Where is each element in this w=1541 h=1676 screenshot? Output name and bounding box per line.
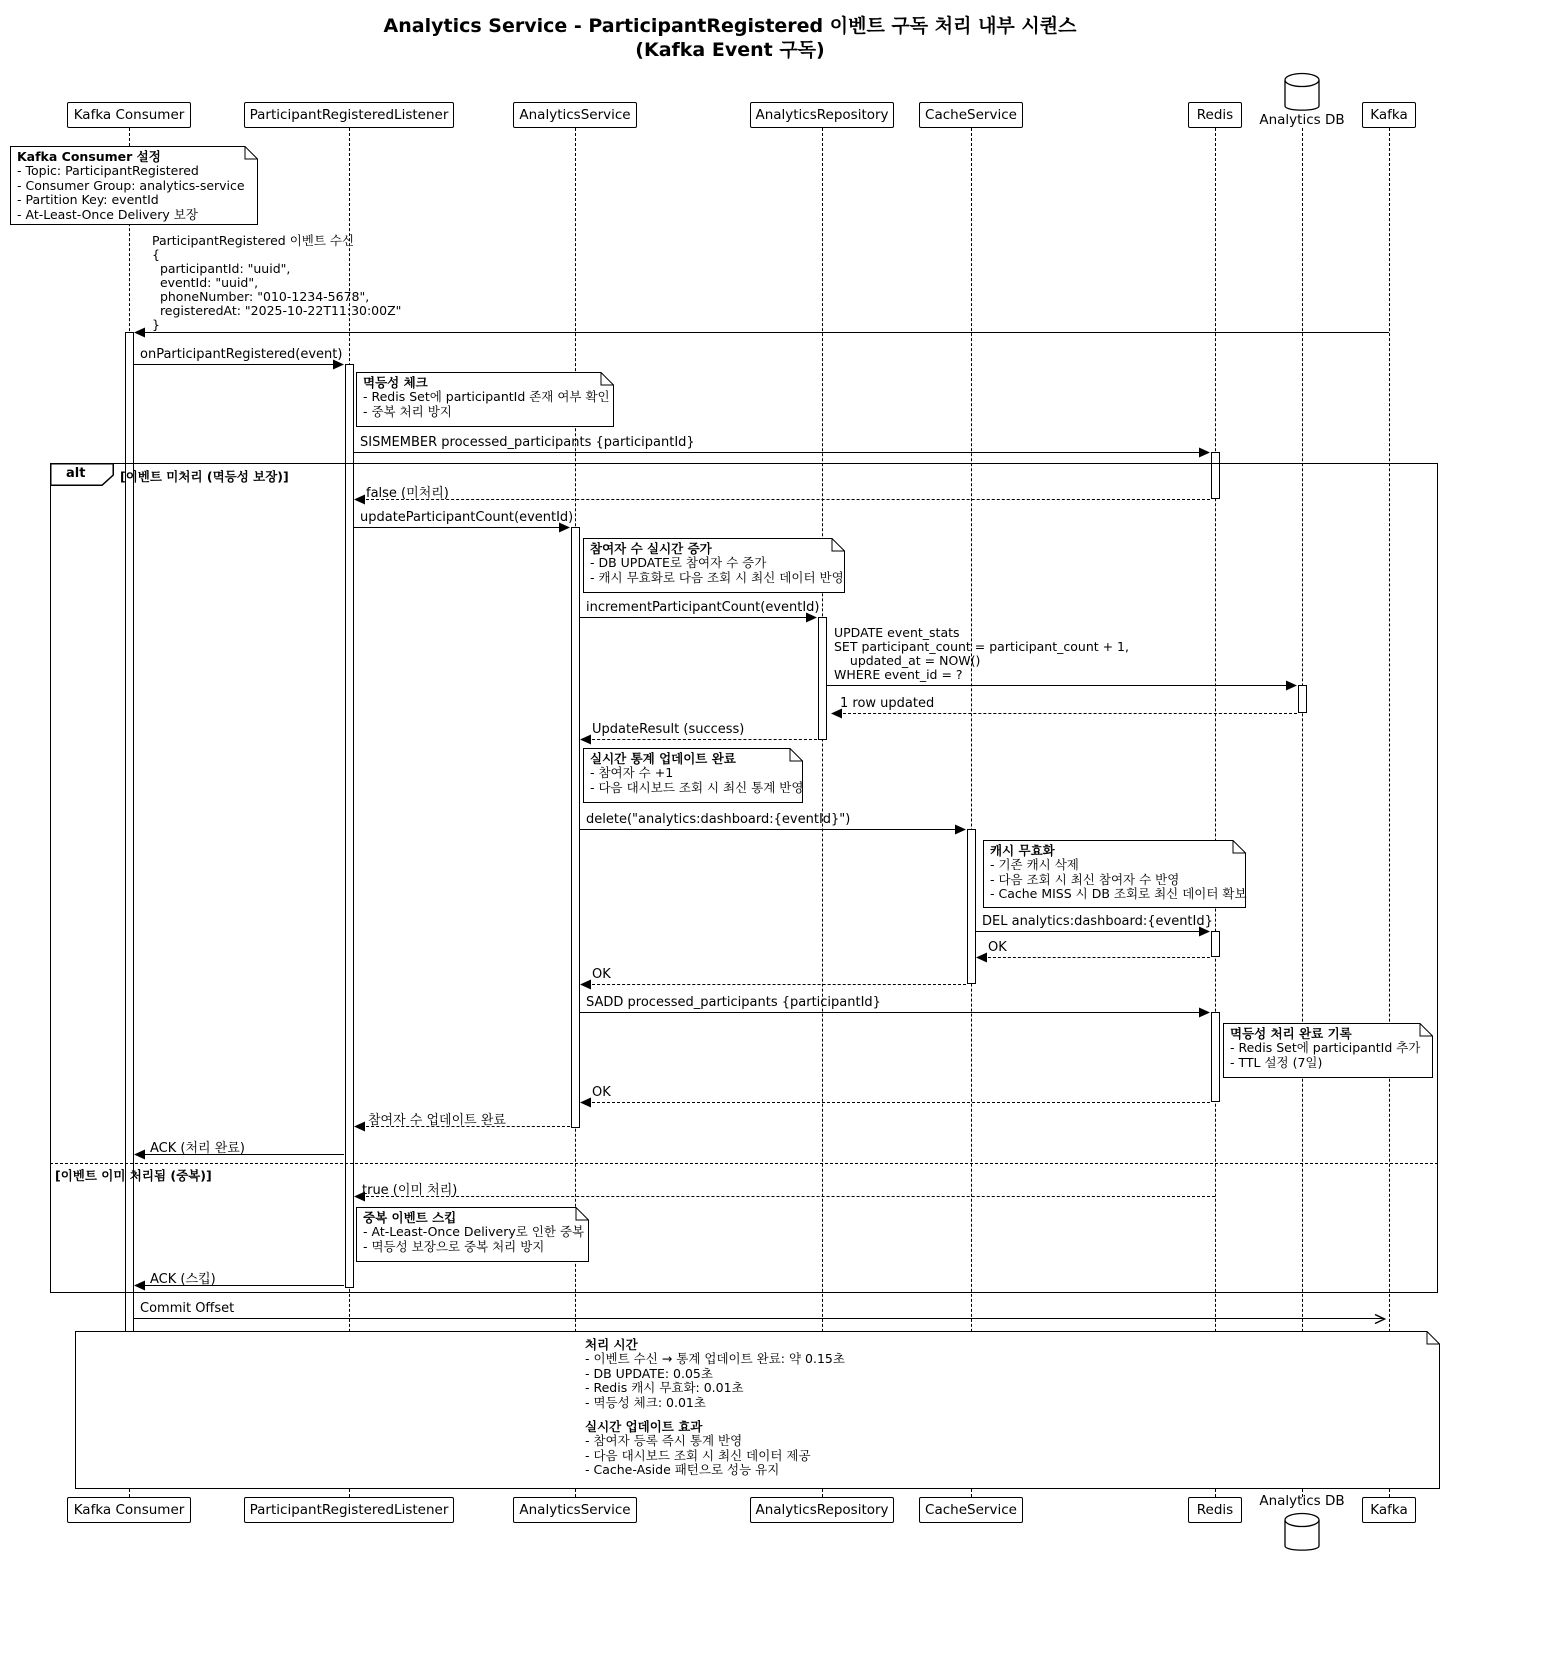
message-increment-participant-count-label: incrementParticipantCount(eventId) — [586, 600, 820, 615]
note-idempotency-record-title: 멱등성 처리 완료 기록 — [1230, 1026, 1352, 1041]
participant-cacheservice-top: CacheService — [919, 102, 1023, 128]
sadd-arrow-icon — [1199, 1007, 1211, 1018]
note-kafka-consumer-config-line-1: - Consumer Group: analytics-service — [17, 177, 245, 193]
message-sismember-line — [354, 452, 1208, 453]
participant-kafka-consumer-bottom: Kafka Consumer — [67, 1497, 191, 1523]
message-redis-del-line — [976, 931, 1208, 932]
message-one-row-updated-label: 1 row updated — [840, 696, 935, 711]
message-ack-skip-label: ACK (스킵) — [150, 1272, 216, 1287]
note-idempotency-record — [1223, 1023, 1433, 1078]
note-realtime-increment-line-1: - 캐시 무효화로 다음 조회 시 최신 데이터 반영 — [590, 569, 844, 585]
update-result-arrow-icon — [579, 734, 591, 745]
participant-redis-top: Redis — [1188, 102, 1242, 128]
participant-redis-bottom: Redis — [1188, 1497, 1242, 1523]
message-false-not-processed-label: false (미처리) — [366, 486, 449, 501]
note-idempotency-check-line-1: - 중복 처리 방지 — [363, 403, 452, 419]
message-sql-update-line-2: updated_at = NOW() — [834, 653, 981, 668]
alt-guard-2: [이벤트 이미 처리됨 (중복)] — [55, 1168, 212, 1183]
diagram-title — [0, 14, 1460, 62]
summary-section-1-line-1: - 다음 대시보드 조회 시 최신 데이터 제공 — [585, 1447, 811, 1463]
sql-update-arrow-icon — [1286, 680, 1298, 691]
participant-kafka-top: Kafka — [1362, 102, 1416, 128]
note-duplicate-event-skip — [356, 1207, 589, 1262]
note-idempotency-record-line-1: - TTL 설정 (7일) — [1230, 1054, 1323, 1070]
message-event-received-line-6: } — [152, 317, 160, 332]
note-stats-update-complete-title: 실시간 통계 업데이트 완료 — [590, 751, 736, 766]
message-one-row-updated-line — [833, 713, 1297, 714]
note-kafka-consumer-config — [10, 146, 258, 225]
note-realtime-increment — [583, 538, 845, 593]
summary-section-1-line-2: - Cache-Aside 패턴으로 성능 유지 — [585, 1462, 780, 1477]
note-idempotency-record-text — [1230, 1026, 1420, 1070]
note-kafka-consumer-config-line-2: - Partition Key: eventId — [17, 192, 159, 207]
summary-section-0-line-2: - Redis 캐시 무효화: 0.01초 — [585, 1380, 744, 1395]
note-stats-update-complete-line-0: - 참여자 수 +1 — [590, 765, 674, 780]
note-processing-summary-text — [585, 1337, 845, 1478]
cache-ok-arrow-icon — [579, 979, 591, 990]
note-duplicate-event-skip-title: 중복 이벤트 스킵 — [363, 1210, 457, 1225]
note-realtime-increment-title: 참여자 수 실시간 증가 — [590, 541, 712, 556]
message-false-not-processed-line — [356, 499, 1210, 500]
summary-section-0-line-1: - DB UPDATE: 0.05초 — [585, 1365, 713, 1381]
message-redis-del-label: DEL analytics:dashboard:{eventId} — [982, 914, 1213, 929]
message-sismember-label: SISMEMBER processed_participants {participantId} — [360, 435, 695, 450]
note-cache-invalidation-line-0: - 기존 캐시 삭제 — [990, 857, 1079, 872]
title-line-1: Analytics Service - ParticipantRegistered 이벤트 구독 처리 내부 시퀀스 — [383, 15, 1077, 37]
message-cache-delete-line — [580, 829, 964, 830]
participant-analyticsrepository-bottom: AnalyticsRepository — [750, 1497, 894, 1523]
summary-section-1-line-0: - 참여자 등록 즉시 통계 반영 — [585, 1433, 743, 1448]
commit-offset-arrow-icon — [1374, 1313, 1386, 1325]
message-update-result-label: UpdateResult (success) — [592, 722, 745, 737]
note-idempotency-record-line-0: - Redis Set에 participantId 추가 — [1230, 1040, 1421, 1055]
note-realtime-increment-line-0: - DB UPDATE로 참여자 수 증가 — [590, 555, 767, 570]
note-stats-update-complete-line-1: - 다음 대시보드 조회 시 최신 통계 반영 — [590, 779, 804, 795]
message-count-update-done-label: 참여자 수 업데이트 완료 — [368, 1113, 506, 1128]
alt-divider — [50, 1163, 1438, 1164]
note-cache-invalidation-title: 캐시 무효화 — [990, 843, 1055, 858]
message-event-received-label — [152, 234, 401, 332]
message-update-participant-count-label: updateParticipantCount(eventId) — [360, 510, 574, 525]
note-idempotency-check-line-0: - Redis Set에 participantId 존재 여부 확인 — [363, 389, 610, 404]
redis-del-ok-arrow-icon — [975, 952, 987, 963]
database-icon — [1282, 70, 1322, 116]
note-realtime-increment-text — [590, 541, 844, 585]
message-event-received-line-2: participantId: "uuid", — [152, 261, 291, 276]
message-ack-complete-label: ACK (처리 완료) — [150, 1141, 245, 1156]
summary-section-1-title: 실시간 업데이트 효과 — [585, 1419, 703, 1434]
note-kafka-consumer-config-line-0: - Topic: ParticipantRegistered — [17, 163, 199, 178]
note-kafka-consumer-config-line-3: - At-Least-Once Delivery 보장 — [17, 206, 198, 222]
summary-section-0-line-3: - 멱등성 체크: 0.01초 — [585, 1394, 706, 1410]
note-stats-update-complete — [583, 748, 803, 803]
note-idempotency-check-title: 멱등성 체크 — [363, 375, 428, 390]
message-event-received-line — [136, 332, 1389, 333]
message-redis-del-ok-label: OK — [988, 940, 1007, 955]
participant-analyticsservice-top: AnalyticsService — [513, 102, 637, 128]
alt-guard-1: [이벤트 미처리 (멱등성 보장)] — [120, 469, 289, 484]
title-line-2: (Kafka Event 구독) — [635, 39, 825, 61]
participant-analytics-db-bottom-label: Analytics DB — [1259, 1493, 1345, 1509]
message-sadd-line — [580, 1012, 1208, 1013]
message-increment-participant-count-line — [580, 617, 815, 618]
summary-section-0-line-0: - 이벤트 수신 → 통계 업데이트 완료: 약 0.15초 — [585, 1351, 845, 1366]
note-cache-invalidation-line-1: - 다음 조회 시 최신 참여자 수 반영 — [990, 871, 1180, 887]
note-stats-update-complete-text — [590, 751, 803, 795]
message-sql-update-line-1: SET participant_count = participant_count + 1, — [834, 639, 1129, 654]
message-event-received-line-1: { — [152, 247, 160, 262]
message-event-received-line-0: ParticipantRegistered 이벤트 수신 — [152, 233, 355, 248]
note-cache-invalidation-line-2: - Cache MISS 시 DB 조회로 최신 데이터 확보 — [990, 886, 1247, 901]
note-cache-invalidation-text — [990, 843, 1247, 902]
participant-cacheservice-bottom: CacheService — [919, 1497, 1023, 1523]
ack-skip-arrow-icon — [133, 1280, 145, 1291]
message-on-participant-registered-label: onParticipantRegistered(event) — [140, 347, 343, 362]
participant-analyticsrepository-top: AnalyticsRepository — [750, 102, 894, 128]
note-duplicate-event-skip-text — [363, 1210, 584, 1254]
participant-participantregisteredlistener-bottom: ParticipantRegisteredListener — [244, 1497, 454, 1523]
message-event-received-line-4: phoneNumber: "010-1234-5678", — [152, 289, 370, 304]
message-sql-update-label — [834, 626, 1129, 682]
note-kafka-consumer-config-title: Kafka Consumer 설정 — [17, 149, 161, 164]
alt-label: alt — [66, 466, 86, 481]
message-event-received-line-5: registeredAt: "2025-10-22T11:30:00Z" — [152, 303, 402, 318]
summary-section-0-title: 처리 시간 — [585, 1337, 638, 1352]
message-sql-update-line-3: WHERE event_id = ? — [834, 667, 963, 682]
note-processing-summary — [75, 1331, 1440, 1489]
message-true-already-processed-label: true (이미 처리) — [362, 1183, 458, 1198]
message-sadd-ok-label: OK — [592, 1085, 611, 1100]
message-event-received-line-3: eventId: "uuid", — [152, 275, 259, 290]
count-update-done-arrow-icon — [353, 1121, 365, 1132]
message-sql-update-line — [827, 685, 1295, 686]
database-icon — [1282, 1510, 1322, 1556]
participant-analyticsservice-bottom: AnalyticsService — [513, 1497, 637, 1523]
note-duplicate-event-skip-line-1: - 멱등성 보장으로 중복 처리 방지 — [363, 1238, 545, 1254]
message-commit-offset-label: Commit Offset — [140, 1301, 235, 1316]
cache-delete-arrow-icon — [955, 824, 967, 835]
message-redis-del-ok-line — [978, 957, 1210, 958]
message-sadd-label: SADD processed_participants {participantId} — [586, 995, 881, 1010]
note-kafka-consumer-config-text — [17, 149, 245, 222]
participant-analytics-db-top-label: Analytics DB — [1259, 112, 1345, 128]
message-sadd-ok-line — [582, 1102, 1210, 1103]
message-on-participant-registered-line — [134, 364, 342, 365]
message-update-participant-count-line — [354, 527, 568, 528]
participant-participantregisteredlistener-top: ParticipantRegisteredListener — [244, 102, 454, 128]
ack-complete-arrow-icon — [133, 1149, 145, 1160]
message-cache-ok-label: OK — [592, 967, 611, 982]
message-update-result-line — [582, 739, 817, 740]
message-commit-offset-line — [134, 1318, 1383, 1319]
message-cache-delete-label: delete("analytics:dashboard:{eventId}") — [586, 812, 851, 827]
note-cache-invalidation — [983, 840, 1246, 908]
message-cache-ok-line — [582, 984, 966, 985]
false-not-processed-arrow-icon — [353, 494, 365, 505]
sadd-ok-arrow-icon — [579, 1097, 591, 1108]
sismember-arrow-icon — [1199, 447, 1211, 458]
note-idempotency-check — [356, 372, 614, 427]
note-duplicate-event-skip-line-0: - At-Least-Once Delivery로 인한 중복 — [363, 1224, 585, 1239]
participant-kafka-bottom: Kafka — [1362, 1497, 1416, 1523]
message-true-already-processed-line — [356, 1196, 1215, 1197]
event-received-arrow-icon — [133, 327, 145, 338]
note-idempotency-check-text — [363, 375, 610, 419]
message-sql-update-line-0: UPDATE event_stats — [834, 625, 960, 640]
participant-kafka-consumer-top: Kafka Consumer — [67, 102, 191, 128]
